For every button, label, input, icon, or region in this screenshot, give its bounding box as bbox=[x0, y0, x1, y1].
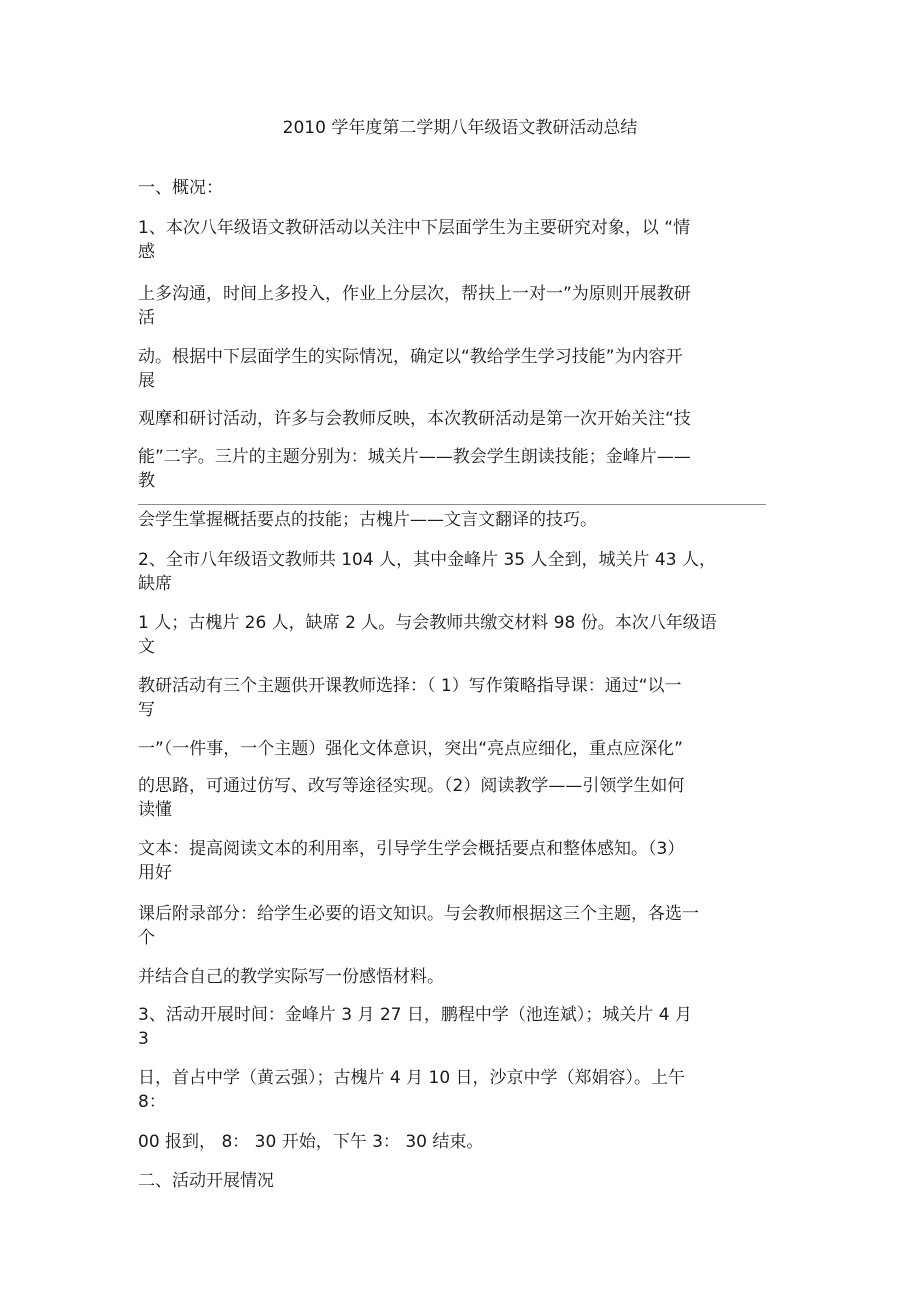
section-heading-overview: 一、概况： bbox=[138, 178, 223, 198]
paragraph-line: 8： bbox=[138, 1092, 166, 1112]
paragraph-line: 日，首占中学（黄云强）；古槐片 4 月 10 日，沙京中学（郑娟容）。上午 bbox=[138, 1068, 686, 1088]
paragraph-line: 文本：提高阅读文本的利用率，引导学生学会概括要点和整体感知。（3） bbox=[138, 839, 685, 859]
paragraph-line: 并结合自己的教学实际写一份感悟材料。 bbox=[138, 967, 444, 987]
paragraph-line: 2、全市八年级语文教师共 104 人，其中金峰片 35 人全到，城关片 43 人， bbox=[138, 550, 716, 570]
paragraph-line: 能”二字。三片的主题分别为：城关片——教会学生朗读技能；金峰片—— bbox=[138, 447, 691, 467]
paragraph-line: 展 bbox=[138, 371, 155, 391]
paragraph-line: 动。根据中下层面学生的实际情况，确定以“教给学生学习技能”为内容开 bbox=[138, 347, 683, 367]
paragraph-line: 上多沟通，时间上多投入，作业上分层次，帮扶上一对一”为原则开展教研 bbox=[138, 284, 691, 304]
paragraph-line: 课后附录部分：给学生必要的语文知识。与会教师根据这三个主题，各选一 bbox=[138, 904, 699, 924]
section-heading-activities: 二、活动开展情况 bbox=[138, 1171, 274, 1191]
paragraph-line: 00 报到， 8： 30 开始，下午 3： 30 结束。 bbox=[138, 1132, 484, 1152]
horizontal-divider bbox=[138, 504, 766, 505]
paragraph-line: 用好 bbox=[138, 863, 172, 883]
paragraph-line: 个 bbox=[138, 928, 155, 948]
paragraph-line: 感 bbox=[138, 242, 155, 262]
paragraph-line: 文 bbox=[138, 637, 155, 657]
paragraph-line: 3、活动开展时间：金峰片 3 月 27 日，鹏程中学（池连斌）；城关片 4 月 bbox=[138, 1005, 693, 1025]
paragraph-line: 写 bbox=[138, 700, 155, 720]
paragraph-line: 3 bbox=[138, 1029, 149, 1049]
paragraph-line: 的思路，可通过仿写、改写等途径实现。（2）阅读教学——引领学生如何 bbox=[138, 776, 685, 796]
paragraph-line: 活 bbox=[138, 308, 155, 328]
paragraph-line: 读懂 bbox=[138, 800, 172, 820]
paragraph-line: 缺席 bbox=[138, 574, 172, 594]
paragraph-line: 观摩和研讨活动，许多与会教师反映，本次教研活动是第一次开始关注“技 bbox=[138, 409, 691, 429]
paragraph-line: 1、本次八年级语文教研活动以关注中下层面学生为主要研究对象，以 “情 bbox=[138, 218, 691, 238]
paragraph-line: 教研活动有三个主题供开课教师选择：（ 1）写作策略指导课：通过“以一 bbox=[138, 676, 682, 696]
paragraph-line: 一”（一件事，一个主题）强化文体意识，突出“亮点应细化，重点应深化” bbox=[138, 739, 683, 759]
paragraph-line: 会学生掌握概括要点的技能；古槐片——文言文翻译的技巧。 bbox=[138, 510, 597, 530]
paragraph-line: 教 bbox=[138, 471, 155, 491]
paragraph-line: 1 人；古槐片 26 人，缺席 2 人。与会教师共缴交材料 98 份。本次八年级语 bbox=[138, 613, 717, 633]
document-title: 2010 学年度第二学期八年级语文教研活动总结 bbox=[282, 118, 638, 138]
